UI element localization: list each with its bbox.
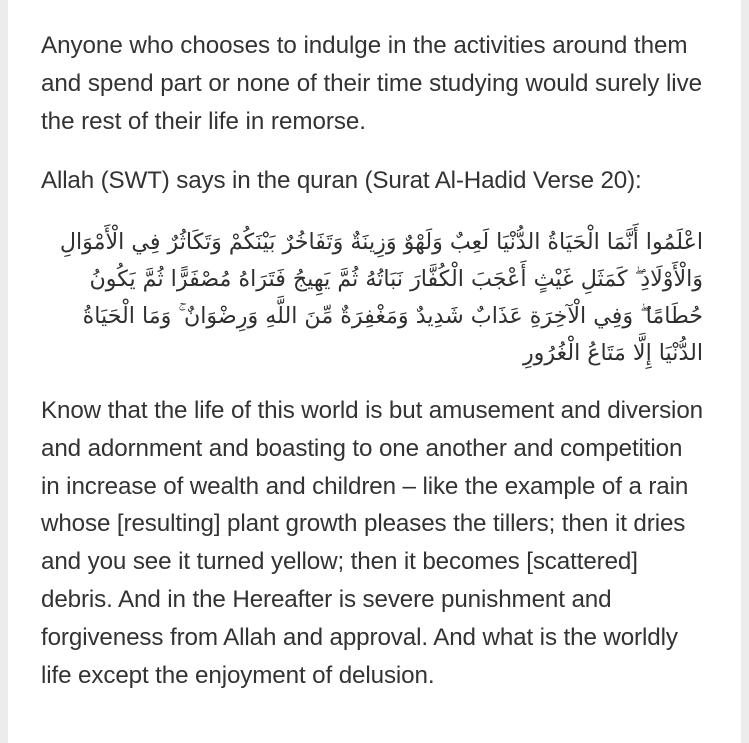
article-content [41,27,707,743]
citation-paragraph: Allah (SWT) says in the quran (Surat Al-Hadid Verse 20): [41,167,642,194]
intro-paragraph: Anyone who chooses to indulge in the activities around them and spend part or none of their time studying would surely live the rest of their life in remorse. [41,32,703,135]
translation-paragraph: Know that the life of this world is but amusement and diversion and adornment and boasting to one another and competition in increase of wealth and children – like the example of a rain whose [resulting] plant growth pleases the tillers; then it dries and you see it turned yellow; then it becomes [scattered] debris. And in the Hereafter is severe punishment and forgiveness from Allah and approval. And what is the worldly life except the enjoyment of delusion. [41,397,703,689]
arabic-verse: اعْلَمُوا أَنَّمَا الْحَيَاةُ الدُّنْيَا لَعِبٌ وَلَهْوٌ وَزِينَةٌ وَتَفَاخُرٌ بَيْنَكُمْ وَتَكَاثُرٌ فِي الْأَمْوَالِ وَالْأَوْلَادِ ۖ كَمَثَلِ غَيْثٍ أَعْجَبَ الْكُفَّارَ نَبَاتُهُ ثُمَّ يَهِيجُ فَتَرَاهُ مُصْفَرًّا ثُمَّ يَكُونُ حُطَامًا ۖ وَفِي الْآخِرَةِ عَذَابٌ شَدِيدٌ وَمَغْفِرَةٌ مِّنَ اللَّهِ وَرِضْوَانٌ ۚ وَمَا الْحَيَاةُ الدُّنْيَا إِلَّا مَتَاعُ الْغُرُورِ [59,229,703,366]
